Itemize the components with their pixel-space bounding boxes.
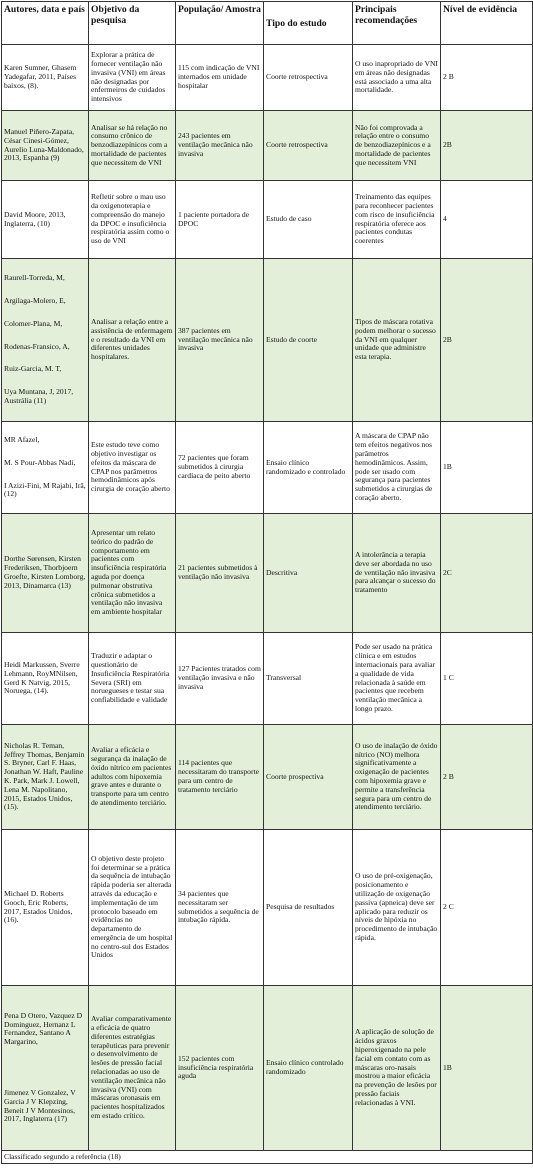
cell-study-type: Transversal (264, 633, 353, 725)
footer-row (2, 1151, 533, 1164)
author-line: Argilaga-Molero, E, (4, 296, 66, 305)
header-authors: Autores, data e país (2, 2, 89, 45)
table-row (2, 181, 533, 259)
cell-objective: Analisar se há relação no consumo crônico de benzodiazepínicos com a mortalidade de pacientes que necessitem de VNI (89, 111, 176, 181)
cell-study-type: Descritiva (264, 514, 353, 633)
cell-evidence: 1 C (441, 633, 533, 725)
cell-objective: Analisar a relação entre a assistência de enfermagem e o resultado da VNI em diferentes unidades hospitalares. (89, 259, 176, 422)
table-row (2, 111, 533, 181)
table-row (2, 830, 533, 986)
cell-authors: Michael D. Roberts Gooch, Eric Roberts, 2017, Estados Unidos, (16). (2, 830, 89, 986)
table-footnote: Classificado segundo a referência (18) (2, 1151, 533, 1164)
cell-study-type: Coorte retrospectiva (264, 111, 353, 181)
cell-recommendations: Não foi comprovada a relação entre o consumo de benzodiazepínicos e a mortalidade de pacientes que necessitem VNI (353, 111, 441, 181)
cell-population: 152 pacientes com insuficiência respiratória aguda (176, 986, 264, 1151)
cell-population: 115 com indicação de VNI internados em unidade hospitalar (176, 45, 264, 111)
cell-evidence: 2C (441, 514, 533, 633)
cell-objective: Avaliar a eficácia e segurança da inalação de óxido nítrico em pacientes adultos com hipoxemia grave antes e durante o transporte para um centro de atendimento terciário. (89, 725, 176, 830)
author-line: Colomer-Plana, M, (4, 318, 63, 328)
table-row (2, 45, 533, 111)
table-row (2, 986, 533, 1151)
cell-recommendations: O uso de inalação de óxido nítrico (NO) melhora significativamente a oxigenação de pacientes com hipoxemia grave e permite a transferência segura para um centro de atendimento terciário. (353, 725, 441, 830)
header-row (2, 2, 533, 45)
table-row (2, 259, 533, 422)
author-line: Jimenez V Gonzalez, V Garcia J V Klepzing, Beneit J V Montesinos, 2017, Inglaterra (17) (4, 1088, 76, 1124)
cell-population: 1 paciente portadora de DPOC (176, 181, 264, 259)
cell-population: 34 pacientes que necessitaram ser submetidos a sequência de intubação rápida. (176, 830, 264, 986)
cell-recommendations: Treinamento das equipes para reconhecer pacientes com risco de insuficiência respiratória oferece aos pacientes condutas coerentes (353, 181, 441, 259)
cell-evidence: 1B (441, 986, 533, 1151)
cell-population: 127 Pacientes tratados com ventilação invasiva e não invasiva (176, 633, 264, 725)
cell-study-type: Ensaio clínico randomizado e controlado (264, 422, 353, 514)
cell-objective: Traduzir e adaptar o questionário de Insuficiência Respiratória Severa (SRI) em noruegueses e testar sua confiabilidade e validade (89, 633, 176, 725)
cell-evidence: 1B (441, 422, 533, 514)
header-population: População/ Amostra (176, 2, 264, 45)
table-row (2, 514, 533, 633)
cell-authors: Heidi Markussen, Sverre Lehmann, RoyMNilsen, Gerd K Natvig, 2015, Noruega, (14). (2, 633, 89, 725)
cell-study-type: Coorte prospectiva (264, 725, 353, 830)
cell-authors: David Moore, 2013, Inglaterra, (10) (2, 181, 89, 259)
cell-study-type: Ensaio clínico controlado randomizado (264, 986, 353, 1151)
author-line: Pena D Otero, Vazquez D Dominguez, Hernanz L Fernandez, Santano A Margarino, (4, 1010, 83, 1047)
cell-population: 387 pacientes em ventilação mecânica não invasiva (176, 259, 264, 422)
cell-authors: Dorthe Sørensen, Kirsten Frederiksen, Thorbjoern Groefte, Kirsten Lomborg, 2013, Dinamarca (13) (2, 514, 89, 633)
cell-population: 243 pacientes em ventilação mecânica não invasiva (176, 111, 264, 181)
author-line: Rodenas-Fransico, A, (4, 341, 70, 351)
cell-evidence: 2B (441, 111, 533, 181)
cell-evidence: 2 B (441, 45, 533, 111)
table-row (2, 422, 533, 514)
cell-recommendations: O uso de pré-oxigenação, posicionamento e utilização de oxigenação passiva (apneica) deve ser aplicado para reduzir os níveis de hipóxia no procedimento de intubação rápida. (353, 830, 441, 986)
cell-authors: Nicholas R. Teman, Jeffrey Thomas, Benjamin S. Bryner, Carl F. Haas, Jonathan W. Haft, Pauline K. Park, Mark J. Lowell, Lena M. Napolitano, 2015, Estados Unidos, (15). (2, 725, 89, 830)
cell-study-type: Coorte retrospectiva (264, 45, 353, 111)
cell-objective: Avaliar comparativamente a eficácia de quatro diferentes estratégias terapêuticas para prevenir o desenvolvimento de lesões de pressão facial relacionadas ao uso de ventilação mecânica não invasiva (VNI) com máscaras oronasais em pacientes hospitalizados em estado crítico. (89, 986, 176, 1151)
cell-recommendations: Pode ser usado na prática clínica e em estudos internacionais para avaliar a qualidade de vida relacionada à saúde em pacientes que recebem ventilação mecânica a longo prazo. (353, 633, 441, 725)
author-line: Ruiz-Garcia, M. T, (4, 364, 62, 374)
author-line: MR Afazel, (4, 434, 40, 444)
cell-recommendations: A aplicação de solução de ácidos graxos hiperoxigenado na pele facial em contato com as máscaras oro-nasais mostrou a maior eficácia na prevenção de lesões por pressão faciais relacionadas à VNI. (353, 986, 441, 1151)
cell-recommendations: O uso inapropriado de VNI em áreas não designadas está associado a uma alta mortalidade. (353, 45, 441, 111)
table-row (2, 633, 533, 725)
cell-authors (2, 422, 89, 514)
cell-evidence: 2B (441, 259, 533, 422)
cell-evidence: 2 C (441, 830, 533, 986)
cell-objective: Refletir sobre o mau uso da oxigenoterapia e compreensão do manejo da DPOC e insuficiência respiratória assim como o uso de VNI (89, 181, 176, 259)
evidence-table (1, 1, 533, 1164)
evidence-table-page (0, 1, 533, 1168)
header-study-type: Tipo do estudo (264, 2, 353, 45)
header-recommendations: Principais recomendações (353, 2, 441, 45)
cell-evidence: 4 (441, 181, 533, 259)
cell-authors: Karen Sumner, Ghasem Yadegafar, 2011, Países baixos, (8). (2, 45, 89, 111)
cell-objective: Este estudo teve como objetivo investigar os efeitos da máscara de CPAP nos parâmetros hemodinâmicos após cirurgia de coração aberto (89, 422, 176, 514)
cell-population: 114 pacientes que necessitaram do transporte para um centro de tratamento terciário (176, 725, 264, 830)
cell-population: 21 pacientes submetidos à ventilação não invasiva (176, 514, 264, 633)
cell-authors (2, 986, 89, 1151)
table-row (2, 725, 533, 830)
cell-population: 72 pacientes que foram submetidos à cirurgia cardíaca de peito aberto (176, 422, 264, 514)
cell-evidence: 2 B (441, 725, 533, 830)
author-line: Raurell-Torreda, M, (4, 273, 65, 283)
author-line: I Azizi-Fini, M Rajabi, Irã, (12) (4, 480, 86, 499)
author-line: M. S Pour-Abbas Nadi, (4, 457, 76, 467)
cell-authors: Manuel Piñero-Zapata, César Cinesi-Gómez, Aurelio Luna-Maldonado, 2013, Espanha (9) (2, 111, 89, 181)
author-line: Uya Muntana, J, 2017, Austrália (11) (4, 387, 74, 405)
header-evidence: Nível de evidência (441, 2, 533, 45)
cell-recommendations: A intolerância a terapia deve ser abordada no uso de ventilação não invasiva para alcançar o sucesso do tratamento (353, 514, 441, 633)
cell-study-type: Estudo de coorte (264, 259, 353, 422)
header-objective: Objetivo da pesquisa (89, 2, 176, 45)
cell-objective: Apresentar um relato teórico do padrão de comportamento em pacientes com insuficiência respiratória aguda por doença pulmonar obstrutiva crônica submetidos a ventilação não invasiva em ambiente hospitalar (89, 514, 176, 633)
cell-objective: Explorar a prática de fornecer ventilação não invasiva (VNI) em áreas não designadas por enfermeiros de cuidados intensivos (89, 45, 176, 111)
cell-recommendations: Tipos de máscara rotativa podem melhorar o sucesso da VNI em qualquer unidade que administre esta terapia. (353, 259, 441, 422)
cell-recommendations: A máscara de CPAP não tem efeitos negativos nos parâmetros hemodinâmicos. Assim, pode ser usado com segurança para pacientes submetidos a cirurgias de coração aberto. (353, 422, 441, 514)
cell-authors (2, 259, 89, 422)
cell-study-type: Pesquisa de resultados (264, 830, 353, 986)
cell-objective: O objetivo deste projeto foi determinar se a prática da sequência de intubação rápida poderia ser alterada através da educação e implementação de um protocolo baseado em evidências no departamento de emergência de um hospital no centro-sul dos Estados Unidos (89, 830, 176, 986)
cell-study-type: Estudo de caso (264, 181, 353, 259)
